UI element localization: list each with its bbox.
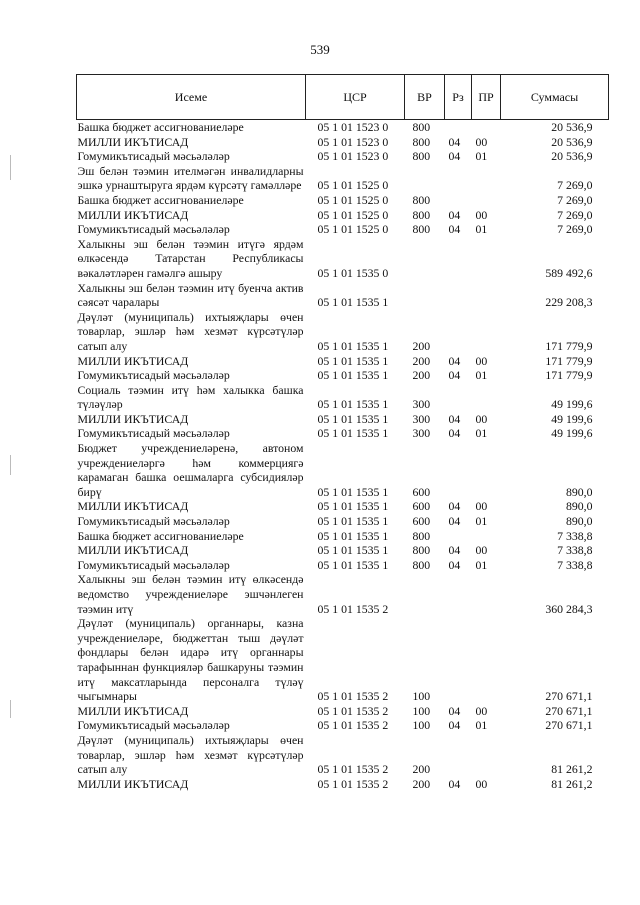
cell-sum: 20 536,9 — [551, 120, 593, 134]
cell-csr: 05 1 01 1535 1 — [317, 368, 389, 383]
cell-sum: 7 338,8 — [557, 528, 593, 543]
cell-rz: 04 — [448, 543, 461, 558]
cell-csr: 05 1 01 1523 0 — [317, 134, 389, 149]
cell-rz — [445, 310, 472, 354]
cell-pr: 01 — [475, 149, 488, 164]
cell-sum: 589 492,6 — [545, 265, 593, 280]
cell-vr: 800 — [412, 192, 431, 207]
cell-csr: 05 1 01 1523 0 — [317, 149, 389, 164]
cell-pr — [472, 281, 501, 310]
cell-name: Бюджет учреждениеләренә, автоном учреждениеләргә һәм коммерциягә карамаган башка оешмаларга субсидияләр бирү — [77, 441, 304, 499]
cell-name: Гомумикътисадый мәсьәләләр — [77, 718, 230, 733]
cell-pr — [472, 529, 501, 544]
cell-name: МИЛЛИ ИКЪТИСАД — [77, 703, 189, 718]
cell-name: МИЛЛИ ИКЪТИСАД — [77, 411, 189, 426]
cell-sum: 229 208,3 — [545, 295, 593, 310]
cell-pr — [472, 237, 501, 281]
cell-sum: 7 338,8 — [557, 543, 593, 558]
cell-vr: 600 — [412, 499, 431, 514]
cell-name: МИЛЛИ ИКЪТИСАД — [77, 207, 189, 222]
cell-pr: 00 — [475, 207, 488, 222]
cell-vr: 300 — [412, 426, 431, 441]
cell-vr — [405, 281, 445, 310]
cell-vr: 300 — [412, 397, 431, 412]
cell-name: МИЛЛИ ИКЪТИСАД — [77, 353, 189, 368]
cell-rz — [445, 616, 472, 704]
cell-sum: 360 284,3 — [545, 601, 593, 616]
cell-sum: 7 269,0 — [557, 192, 593, 207]
cell-vr: 100 — [412, 689, 431, 704]
table-row — [77, 514, 609, 529]
cell-vr: 200 — [412, 353, 431, 368]
column-header-sum: Суммасы — [501, 75, 609, 120]
table-row — [77, 368, 609, 383]
cell-vr: 800 — [412, 120, 431, 134]
cell-csr: 05 1 01 1523 0 — [317, 120, 389, 134]
cell-sum: 171 779,9 — [545, 338, 593, 353]
table-row — [77, 558, 609, 573]
cell-sum: 890,0 — [565, 484, 593, 499]
cell-rz: 04 — [448, 718, 461, 733]
cell-csr: 05 1 01 1535 1 — [317, 411, 389, 426]
page-number: 539 — [310, 42, 330, 57]
table-row — [77, 354, 609, 369]
table-row — [77, 426, 609, 441]
cell-name: Дәүләт (муниципаль) ихтыяҗлары өчен товарлар, эшләр һәм хезмәт күрсәтүләр сатып алу — [77, 732, 304, 777]
cell-rz: 04 — [448, 557, 461, 572]
table-row — [77, 135, 609, 150]
cell-vr: 600 — [412, 484, 431, 499]
cell-name: МИЛЛИ ИКЪТИСАД — [77, 543, 189, 558]
cell-sum: 7 269,0 — [557, 178, 593, 193]
cell-sum: 81 261,2 — [551, 776, 593, 791]
cell-csr: 05 1 01 1535 1 — [317, 426, 389, 441]
margin-mark — [10, 155, 11, 180]
cell-sum: 270 671,1 — [545, 689, 593, 704]
cell-vr: 100 — [412, 703, 431, 718]
cell-name: МИЛЛИ ИКЪТИСАД — [77, 499, 189, 514]
table-row — [77, 441, 609, 499]
cell-pr: 00 — [475, 411, 488, 426]
cell-pr: 01 — [475, 368, 488, 383]
cell-sum: 890,0 — [565, 514, 593, 529]
cell-rz: 04 — [448, 149, 461, 164]
cell-csr: 05 1 01 1535 1 — [317, 295, 389, 310]
table-row — [77, 616, 609, 704]
cell-name: МИЛЛИ ИКЪТИСАД — [77, 134, 189, 149]
cell-pr — [472, 310, 501, 354]
cell-pr: 01 — [475, 222, 488, 237]
cell-rz — [445, 383, 472, 412]
cell-csr: 05 1 01 1535 1 — [317, 338, 389, 353]
cell-name: МИЛЛИ ИКЪТИСАД — [77, 776, 189, 791]
cell-csr: 05 1 01 1535 1 — [317, 484, 389, 499]
cell-csr: 05 1 01 1525 0 — [317, 192, 389, 207]
cell-pr — [472, 616, 501, 704]
cell-sum: 270 671,1 — [545, 703, 593, 718]
cell-name: Халыкны эш белән тәэмин итү буенча актив сәясәт чаралары — [77, 280, 304, 310]
column-header-pr: ПР — [472, 75, 501, 120]
cell-name: Дәүләт (муниципаль) ихтыяҗлары өчен товарлар, эшләр һәм хезмәт күрсәтүләр сатып алу — [77, 309, 304, 353]
cell-pr — [472, 193, 501, 208]
cell-csr: 05 1 01 1535 1 — [317, 543, 389, 558]
column-header-name: Исеме — [77, 75, 306, 120]
cell-rz — [445, 441, 472, 499]
cell-vr: 800 — [412, 528, 431, 543]
cell-name: Гомумикътисадый мәсьәләләр — [77, 149, 230, 164]
cell-csr: 05 1 01 1535 2 — [317, 703, 389, 718]
table-row — [77, 164, 609, 193]
table-row — [77, 149, 609, 164]
cell-name: Башка бюджет ассигнованиеләре — [77, 192, 244, 207]
cell-rz — [445, 237, 472, 281]
cell-name: Эш белән тәэмин ителмәгән инвалидларны эшкә урнаштыруга ярдәм күрсәтү гамәлләре — [77, 163, 304, 193]
cell-csr: 05 1 01 1535 0 — [317, 265, 389, 280]
cell-rz — [445, 529, 472, 544]
cell-pr: 00 — [475, 703, 488, 718]
budget-table — [76, 74, 609, 791]
column-header-vr: ВР — [405, 75, 445, 120]
cell-pr — [472, 164, 501, 193]
cell-rz: 04 — [448, 134, 461, 149]
cell-pr: 01 — [475, 426, 488, 441]
table-row — [77, 718, 609, 733]
cell-rz: 04 — [448, 426, 461, 441]
cell-csr: 05 1 01 1535 1 — [317, 499, 389, 514]
cell-vr: 200 — [412, 776, 431, 791]
table-row — [77, 193, 609, 208]
cell-csr: 05 1 01 1535 2 — [317, 718, 389, 733]
table-row — [77, 222, 609, 237]
cell-vr: 300 — [412, 411, 431, 426]
cell-vr: 800 — [412, 557, 431, 572]
cell-rz — [445, 120, 472, 135]
cell-name: Башка бюджет ассигнованиеләре — [77, 120, 244, 134]
cell-sum: 49 199,6 — [551, 426, 593, 441]
cell-csr: 05 1 01 1535 1 — [317, 353, 389, 368]
cell-pr: 01 — [475, 514, 488, 529]
cell-csr: 05 1 01 1535 2 — [317, 689, 389, 704]
cell-sum: 20 536,9 — [551, 134, 593, 149]
cell-pr — [472, 120, 501, 135]
cell-pr: 00 — [475, 353, 488, 368]
cell-vr: 800 — [412, 207, 431, 222]
margin-mark — [10, 700, 11, 718]
cell-vr: 100 — [412, 718, 431, 733]
table-row — [77, 733, 609, 777]
cell-sum: 49 199,6 — [551, 397, 593, 412]
table-row — [77, 529, 609, 544]
cell-pr — [472, 441, 501, 499]
table-body — [77, 120, 609, 792]
cell-pr: 00 — [475, 499, 488, 514]
column-header-rz: Рз — [445, 75, 472, 120]
table-row — [77, 310, 609, 354]
cell-pr: 00 — [475, 134, 488, 149]
cell-sum: 81 261,2 — [551, 762, 593, 777]
cell-vr: 200 — [412, 368, 431, 383]
cell-rz: 04 — [448, 776, 461, 791]
cell-sum: 7 269,0 — [557, 207, 593, 222]
table-header-row — [77, 75, 609, 120]
table-row — [77, 383, 609, 412]
cell-pr: 00 — [475, 776, 488, 791]
table-row — [77, 237, 609, 281]
cell-vr: 200 — [412, 762, 431, 777]
cell-pr — [472, 572, 501, 616]
cell-rz: 04 — [448, 411, 461, 426]
cell-sum: 20 536,9 — [551, 149, 593, 164]
table-row — [77, 120, 609, 135]
cell-csr: 05 1 01 1525 0 — [317, 222, 389, 237]
cell-csr: 05 1 01 1525 0 — [317, 178, 389, 193]
cell-vr: 800 — [412, 543, 431, 558]
cell-name: Дәүләт (муниципаль) органнары, казна учреждениеләре, бюджеттан тыш дәүләт фондлары белән идарә итү органнары тарафыннан функцияләр башкаруны тәэмин итү максатларында персоналга түләү чыгымнары — [77, 616, 304, 704]
cell-rz: 04 — [448, 499, 461, 514]
cell-name: Башка бюджет ассигнованиеләре — [77, 528, 244, 543]
cell-rz: 04 — [448, 353, 461, 368]
cell-vr: 800 — [412, 149, 431, 164]
cell-csr: 05 1 01 1535 1 — [317, 528, 389, 543]
cell-vr: 200 — [412, 338, 431, 353]
cell-rz: 04 — [448, 514, 461, 529]
table-row — [77, 704, 609, 719]
cell-vr — [405, 237, 445, 281]
cell-rz — [445, 572, 472, 616]
cell-vr — [405, 572, 445, 616]
column-header-csr: ЦСР — [306, 75, 405, 120]
table-row — [77, 572, 609, 616]
cell-rz: 04 — [448, 222, 461, 237]
table-row — [77, 208, 609, 223]
cell-rz: 04 — [448, 368, 461, 383]
cell-pr — [472, 383, 501, 412]
cell-sum: 171 779,9 — [545, 368, 593, 383]
table-row — [77, 543, 609, 558]
cell-rz — [445, 164, 472, 193]
cell-pr: 01 — [475, 718, 488, 733]
cell-csr: 05 1 01 1535 1 — [317, 557, 389, 572]
cell-vr: 600 — [412, 514, 431, 529]
cell-rz — [445, 733, 472, 777]
cell-rz: 04 — [448, 703, 461, 718]
table-row — [77, 412, 609, 427]
cell-csr: 05 1 01 1525 0 — [317, 207, 389, 222]
cell-sum: 7 269,0 — [557, 222, 593, 237]
cell-csr: 05 1 01 1535 1 — [317, 397, 389, 412]
cell-csr: 05 1 01 1535 2 — [317, 601, 389, 616]
cell-sum: 890,0 — [565, 499, 593, 514]
cell-name: Гомумикътисадый мәсьәләләр — [77, 368, 230, 383]
cell-sum: 49 199,6 — [551, 411, 593, 426]
cell-name: Социаль тәэмин итү һәм халыкка башка түләүләр — [77, 382, 304, 412]
cell-name: Гомумикътисадый мәсьәләләр — [77, 222, 230, 237]
cell-name: Халыкны эш белән тәэмин итүгә ярдәм өлкәсендә Татарстан Республикасы вәкаләтләрен гамәлгә ашыру — [77, 236, 304, 280]
cell-vr: 800 — [412, 222, 431, 237]
cell-pr: 00 — [475, 543, 488, 558]
cell-name: Халыкны эш белән тәэмин итү өлкәсендә ведомство учреждениеләре эшчәнлеген тәэмин итү — [77, 572, 304, 616]
cell-csr: 05 1 01 1535 2 — [317, 776, 389, 791]
cell-rz — [445, 281, 472, 310]
cell-csr: 05 1 01 1535 1 — [317, 514, 389, 529]
margin-mark — [10, 455, 11, 475]
cell-vr — [405, 164, 445, 193]
cell-vr: 800 — [412, 134, 431, 149]
cell-sum: 270 671,1 — [545, 718, 593, 733]
cell-csr: 05 1 01 1535 2 — [317, 762, 389, 777]
cell-rz: 04 — [448, 207, 461, 222]
cell-sum: 171 779,9 — [545, 353, 593, 368]
cell-name: Гомумикътисадый мәсьәләләр — [77, 557, 230, 572]
cell-rz — [445, 193, 472, 208]
table-row — [77, 281, 609, 310]
table-row — [77, 499, 609, 514]
table-row — [77, 777, 609, 792]
cell-pr: 01 — [475, 557, 488, 572]
cell-name: Гомумикътисадый мәсьәләләр — [77, 426, 230, 441]
cell-name: Гомумикътисадый мәсьәләләр — [77, 514, 230, 529]
cell-sum: 7 338,8 — [557, 557, 593, 572]
cell-pr — [472, 733, 501, 777]
